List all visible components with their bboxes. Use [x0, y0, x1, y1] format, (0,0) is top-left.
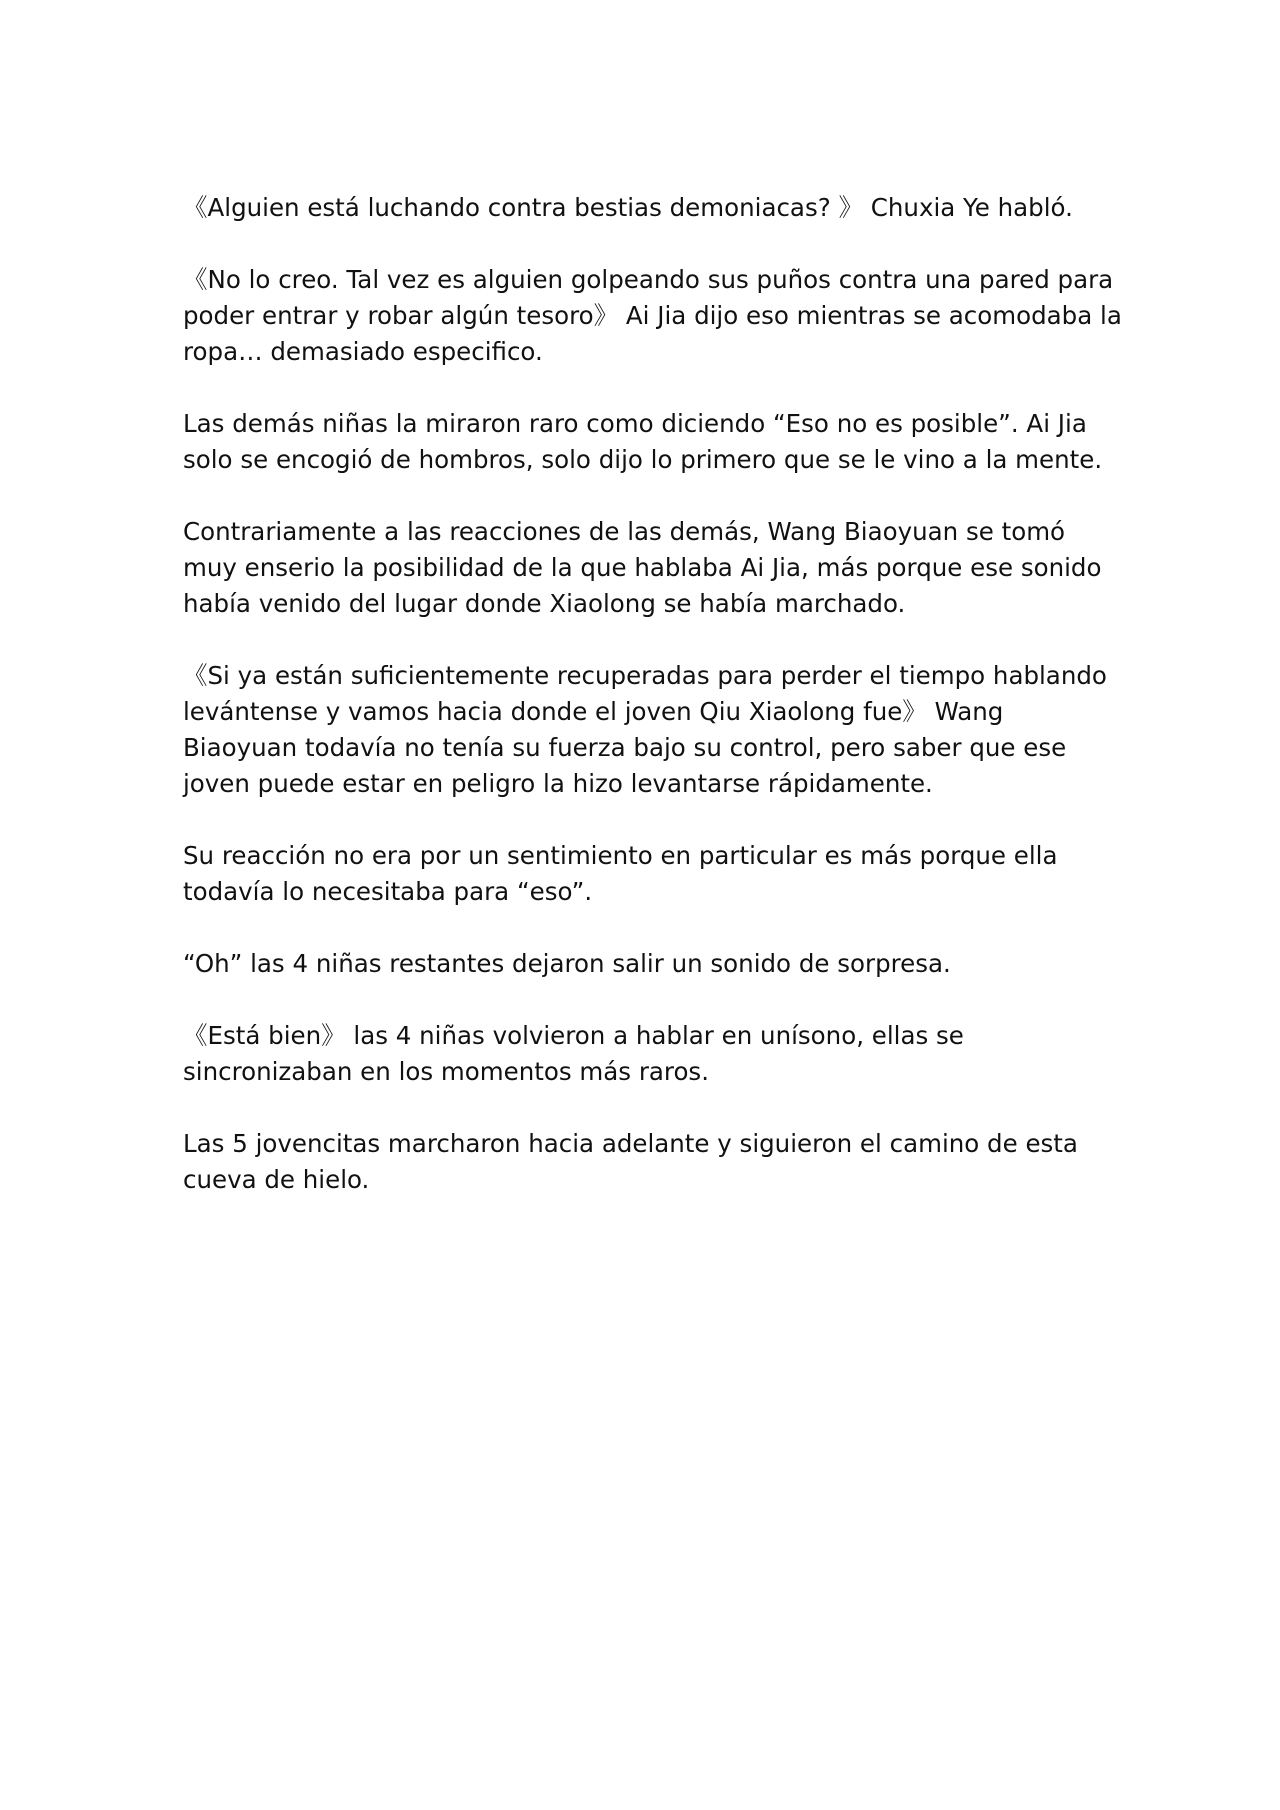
- paragraph-4: Contrariamente a las reacciones de las demás, Wang Biaoyuan se tomó muy enserio la posibilidad de la que hablaba Ai Jia, más porque ese sonido había venido del lugar donde Xiaolong se había marchado.: [183, 517, 1110, 618]
- paragraph-9: Las 5 jovencitas marcharon hacia adelante y siguieron el camino de esta cueva de hielo.: [183, 1129, 1086, 1194]
- paragraph-7: “Oh” las 4 niñas restantes dejaron salir un sonido de sorpresa.: [183, 949, 951, 978]
- paragraph-2: 《No lo creo. Tal vez es alguien golpeando sus puños contra una pared para poder entrar y robar algún tesoro》 Ai Jia dijo eso mientras se acomodaba la ropa… demasiado especifico.: [183, 265, 1130, 366]
- paragraph-1: 《Alguien está luchando contra bestias demoniacas? 》 Chuxia Ye habló.: [183, 193, 1073, 222]
- document-body: [183, 190, 1130, 1234]
- paragraph-5: 《Si ya están suficientemente recuperadas para perder el tiempo hablando levántense y vamos hacia donde el joven Qiu Xiaolong fue》 Wang Biaoyuan todavía no tenía su fuerza bajo su control, pero saber que ese joven puede estar en peligro la hizo levantarse rápidamente.: [183, 661, 1115, 798]
- paragraph-3: Las demás niñas la miraron raro como diciendo “Eso no es posible”. Ai Jia solo se encogió de hombros, solo dijo lo primero que se le vino a la mente.: [183, 409, 1103, 474]
- paragraph-6: Su reacción no era por un sentimiento en particular es más porque ella todavía lo necesitaba para “eso”.: [183, 841, 1066, 906]
- paragraph-8: 《Está bien》 las 4 niñas volvieron a hablar en unísono, ellas se sincronizaban en los momentos más raros.: [183, 1021, 972, 1086]
